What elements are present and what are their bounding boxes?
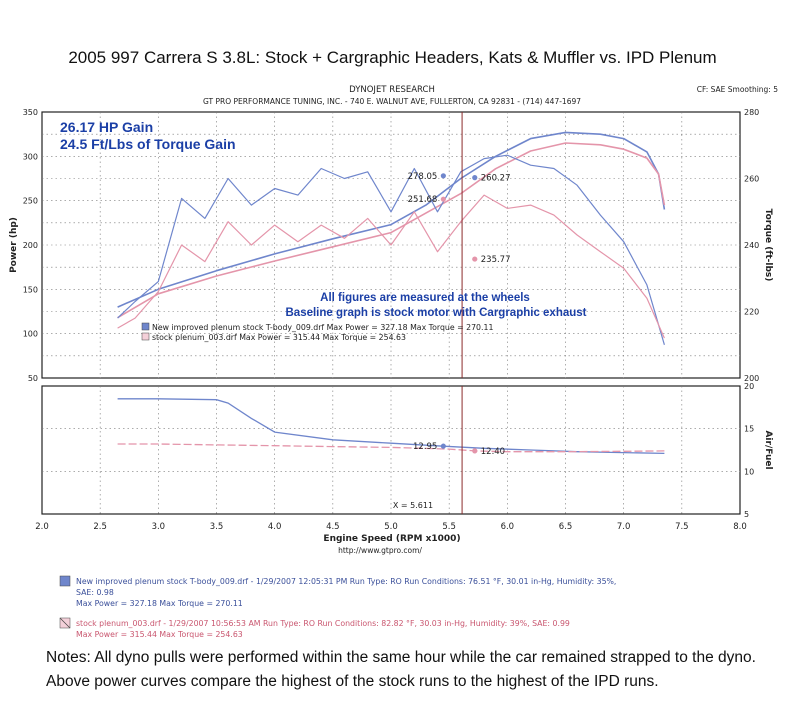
- annotation-label: 251.68: [407, 195, 438, 206]
- legend-swatch-stock: [142, 333, 149, 340]
- x-tick-label: 5.5: [442, 522, 456, 532]
- run-info-new-line1: New improved plenum stock T-body_009.drf - 1/29/2007 12:05:31 PM Run Type: RO Run Conditions: 76.51 °F, 30.01 in-Hg, Humidity: 35%,: [76, 577, 617, 586]
- x-tick-label: 7.0: [616, 522, 631, 532]
- x-tick-label: 5.0: [384, 522, 398, 532]
- y-tick-label-torque: 260: [744, 174, 760, 184]
- y-tick-label-torque: 200: [744, 374, 760, 383]
- y-axis-label-afr: Air/Fuel: [763, 430, 773, 470]
- annotation-label: 278.05: [407, 171, 438, 182]
- run-info-new-line2: SAE: 0.98: [76, 588, 114, 597]
- y-tick-label-power: 350: [22, 108, 38, 117]
- x-tick-label: 6.5: [558, 522, 573, 532]
- x-tick-label: 7.5: [675, 522, 689, 532]
- dyno-settings: CF: SAE Smoothing: 5: [696, 85, 778, 94]
- y-tick-label-power: 200: [22, 241, 38, 250]
- annotation-label: 260.27: [480, 173, 511, 184]
- annotation-marker: [441, 173, 446, 178]
- annotation-marker-afr: [472, 448, 477, 453]
- legend-swatch-new: [142, 323, 149, 330]
- x-tick-label: 3.5: [209, 522, 224, 532]
- y-tick-label-afr: 20: [744, 382, 755, 391]
- x-tick-label: 8.0: [733, 522, 747, 532]
- y-tick-label-afr: 15: [744, 424, 755, 434]
- annotation-marker: [441, 197, 446, 202]
- x-tick-label: 4.5: [326, 522, 340, 532]
- run-swatch-new: [60, 576, 70, 586]
- annotation-label: 235.77: [480, 255, 511, 266]
- x-tick-label: 4.0: [267, 522, 282, 532]
- annotation-marker: [472, 256, 477, 261]
- y-tick-label-power: 100: [22, 329, 38, 339]
- y-tick-label-afr: 5: [744, 510, 750, 519]
- y-tick-label-power: 250: [22, 196, 38, 206]
- run-info-stock-line1: stock plenum_003.drf - 1/29/2007 10:56:53 AM Run Type: RO Run Conditions: 82.82 °F, 30.03 in-Hg, Humidity: 39%, SAE: 0.99: [76, 619, 570, 628]
- annotation-marker-afr: [441, 444, 446, 449]
- center-note-line2: Baseline graph is stock motor with Cargraphic exhaust: [285, 307, 587, 319]
- legend-entry-stock: stock plenum_003.drf Max Power = 315.44 Max Torque = 254.63: [152, 333, 406, 342]
- x-tick-label: 3.0: [151, 522, 166, 532]
- y-axis-label-power: Power (hp): [9, 217, 19, 273]
- y-tick-label-power: 50: [27, 374, 38, 383]
- notes-text: Notes: All dyno pulls were performed within the same hour while the car remained strapped to the dyno. Above power curves compare the highest of the stock runs to the highest of the IPD runs.: [46, 649, 756, 690]
- x-tick-label: 2.0: [35, 522, 49, 532]
- x-tick-label: 6.0: [500, 522, 515, 532]
- y-tick-label-torque: 240: [744, 241, 760, 250]
- y-tick-label-power: 300: [22, 152, 38, 162]
- annotation-label-afr: 12.40: [480, 446, 506, 457]
- cursor-readout: X = 5.611: [392, 501, 434, 510]
- run-info-stock-line2: Max Power = 315.44 Max Torque = 254.63: [76, 630, 243, 639]
- legend-entry-new: New improved plenum stock T-body_009.drf Max Power = 327.18 Max Torque = 270.11: [152, 323, 494, 332]
- page-title: 2005 997 Carrera S 3.8L: Stock + Cargraphic Headers, Kats & Muffler vs. IPD Plenum: [68, 48, 717, 67]
- run-info-new-line3: Max Power = 327.18 Max Torque = 270.11: [76, 599, 243, 608]
- y-axis-label-torque: Torque (ft-lbs): [763, 208, 773, 282]
- y-tick-label-power: 150: [22, 285, 38, 295]
- annotation-marker: [472, 175, 477, 180]
- y-tick-label-afr: 10: [744, 467, 755, 477]
- x-axis-label: Engine Speed (RPM x1000): [323, 534, 461, 544]
- x-tick-label: 2.5: [93, 522, 107, 532]
- hp-gain-text: 26.17 HP Gain: [60, 119, 154, 135]
- y-tick-label-torque: 220: [744, 307, 760, 317]
- annotation-label-afr: 12.95: [413, 442, 438, 453]
- torque-gain-text: 24.5 Ft/Lbs of Torque Gain: [60, 136, 236, 152]
- dyno-header-line2: GT PRO PERFORMANCE TUNING, INC. - 740 E. WALNUT AVE, FULLERTON, CA 92831 - (714) 447-1697: [202, 97, 582, 106]
- dyno-header-line1: DYNOJET RESEARCH: [349, 85, 435, 95]
- y-tick-label-torque: 280: [744, 108, 760, 117]
- source-url: http://www.gtpro.com/: [338, 546, 422, 555]
- center-note-line1: All figures are measured at the wheels: [320, 292, 530, 304]
